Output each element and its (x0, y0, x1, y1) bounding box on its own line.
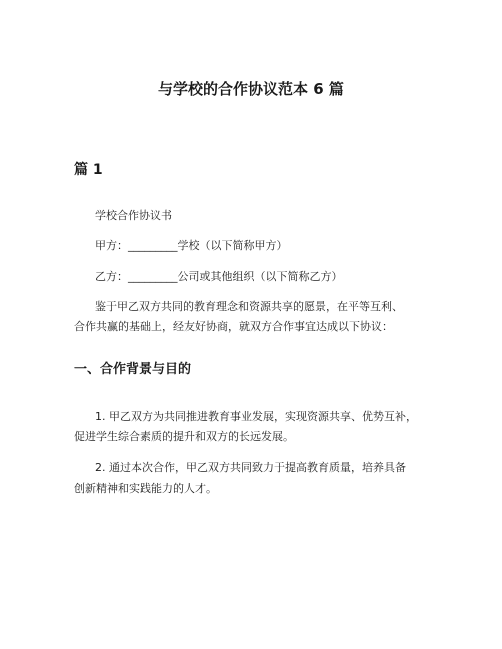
party-a-line: 甲方：_________学校（以下简称甲方） (95, 239, 288, 252)
document-title: 与学校的合作协议范本 6 篇 (158, 80, 344, 98)
heading-cooperation-background: 一、合作背景与目的 (74, 362, 192, 377)
preamble-line-1: 鉴于甲乙双方共同的教育理念和资源共享的愿景，在平等互利、 (95, 300, 403, 313)
clause-2-line-2: 创新精神和实践能力的人才。 (74, 482, 217, 495)
clause-1-line-2: 促进学生综合素质的提升和双方的长远发展。 (74, 430, 294, 443)
agreement-name: 学校合作协议书 (95, 209, 172, 222)
preamble-line-2: 合作共赢的基础上，经友好协商，就双方合作事宜达成以下协议： (74, 320, 393, 333)
clause-2-line-1: 2. 通过本次合作，甲乙双方共同致力于提高教育质量，培养具备 (95, 461, 406, 474)
clause-1-line-1: 1. 甲乙双方为共同推进教育事业发展，实现资源共享、优势互补， (95, 410, 417, 423)
party-b-line: 乙方：_________公司或其他组织（以下简称乙方） (95, 270, 343, 283)
section-label: 篇 1 (74, 162, 103, 178)
